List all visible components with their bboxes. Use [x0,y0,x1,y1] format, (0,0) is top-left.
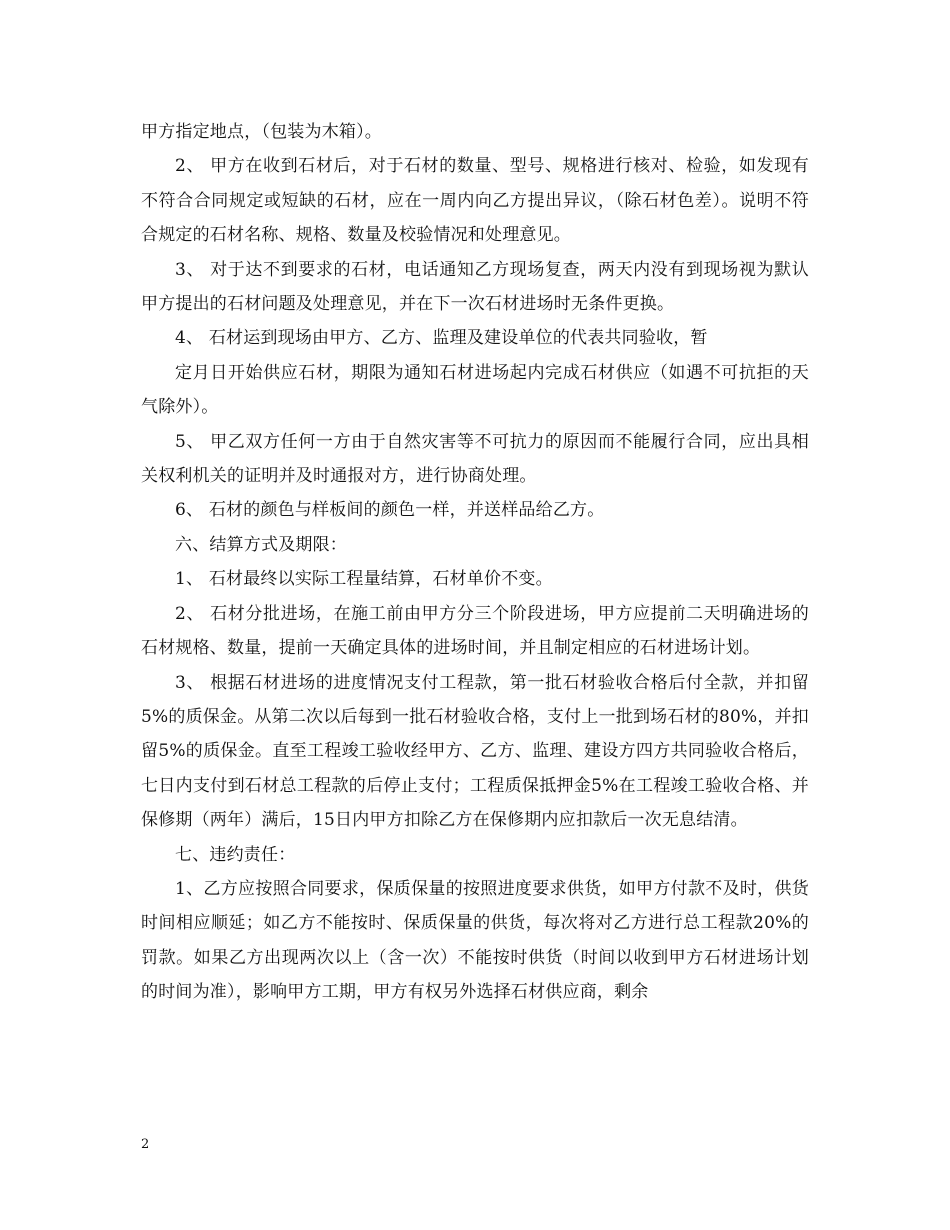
paragraph-4: 4、 石材运到现场由甲方、乙方、监理及建设单位的代表共同验收，暂 [175,328,708,349]
contract-body [141,115,809,1010]
paragraph-13: 1、乙方应按照合同要求，保质保量的按照进度要求供货，如甲方付款不及时，供货时间相应顺延；如乙方不能按时、保质保量的供货，每次将对乙方进行总工程款20%的罚款。如果乙方出现两次以上（含一次）不能按时供货（时间以收到甲方石材进场计划的时间为准），影响甲方工期，甲方有权另外选择石材供应商，剩余 [141,878,809,1003]
paragraph-2: 2、 甲方在收到石材后，对于石材的数量、型号、规格进行核对、检验，如发现有不符合合同规定或短缺的石材，应在一周内向乙方提出异议，（除石材色差）。说明不符合规定的石材名称、规格、数量及校验情况和处理意见。 [141,156,809,246]
paragraph-3: 3、 对于达不到要求的石材，电话通知乙方现场复查，两天内没有到现场视为默认甲方提出的石材问题及处理意见，并在下一次石材进场时无条件更换。 [141,259,809,315]
section-heading-settlement: 六、结算方式及期限： [175,534,347,555]
section-heading-liability: 七、违约责任： [175,844,296,865]
paragraph-5: 定月日开始供应石材，期限为通知石材进场起内完成石材供应（如遇不可抗拒的天气除外）。 [141,362,809,418]
paragraph-10: 2、 石材分批进场，在施工前由甲方分三个阶段进场，甲方应提前二天明确进场的石材规格、数量，提前一天确定具体的进场时间，并且制定相应的石材进场计划。 [141,603,809,659]
paragraph-11: 3、 根据石材进场的进度情况支付工程款，第一批石材验收合格后付全款，并扣留5%的质保金。从第二次以后每到一批石材验收合格，支付上一批到场石材的80%，并扣留5%的质保金。直至工程竣工验收经甲方、乙方、监理、建设方四方共同验收合格后，七日内支付到石材总工程款的后停止支付；工程质保抵押金5%在工程竣工验收合格、并保修期（两年）满后，15日内甲方扣除乙方在保修期内应扣款后一次无息结清。 [141,672,809,831]
paragraph-7: 6、 石材的颜色与样板间的颜色一样，并送样品给乙方。 [175,500,605,521]
page-number: 2 [141,1137,150,1152]
paragraph-1: 甲方指定地点，（包装为木箱）。 [141,122,382,142]
paragraph-9: 1、 石材最终以实际工程量结算，石材单价不变。 [175,569,553,590]
paragraph-6: 5、 甲乙双方任何一方由于自然灾害等不可抗力的原因而不能履行合同，应出具相关权利机关的证明并及时通报对方，进行协商处理。 [141,431,809,487]
